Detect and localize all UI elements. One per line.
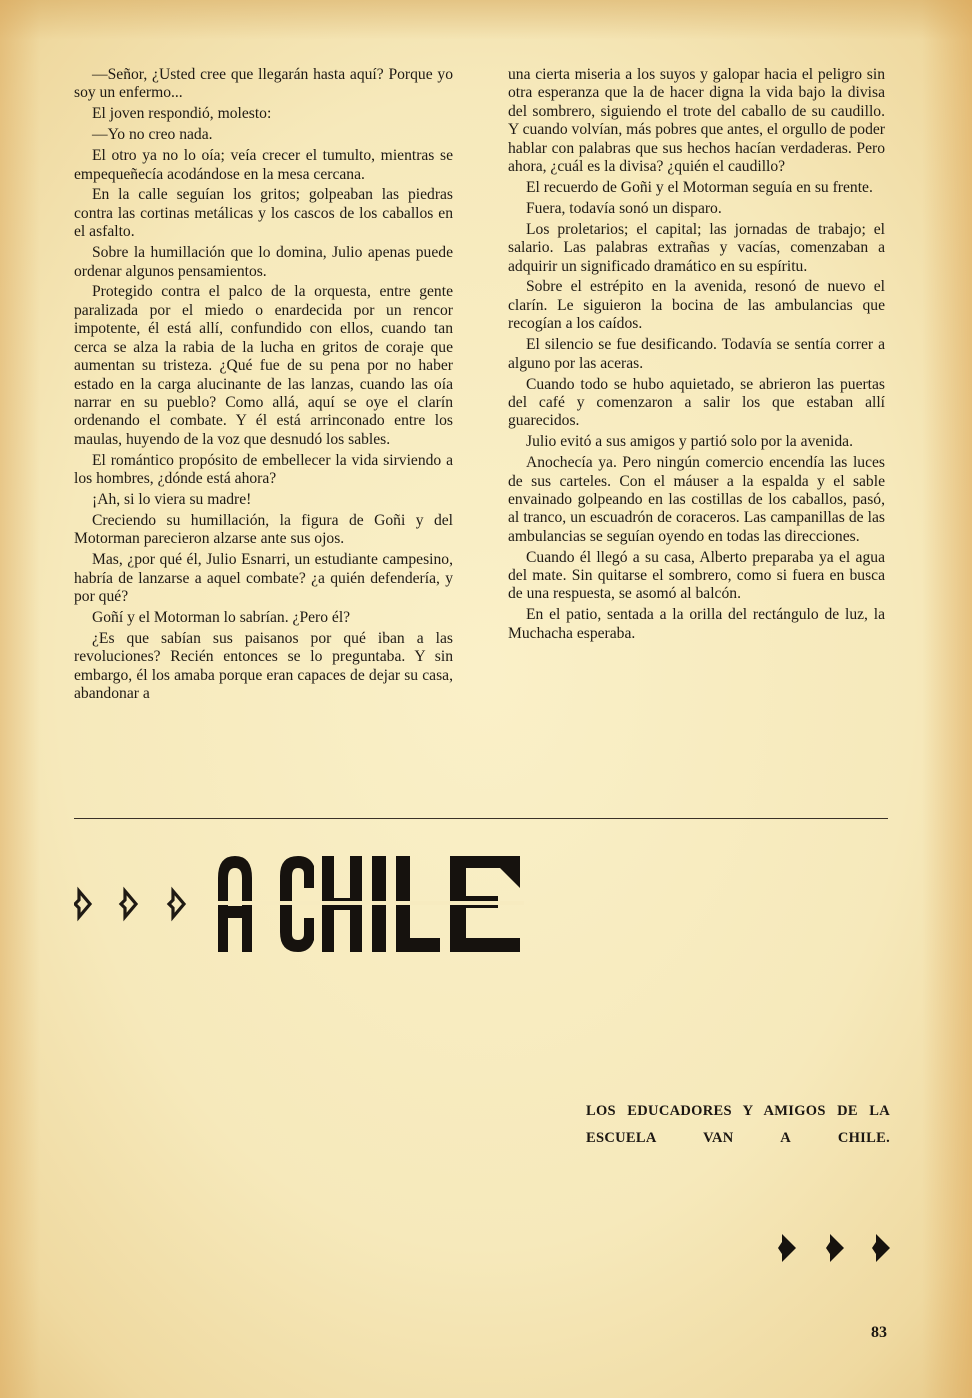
- paragraph: En la calle seguían los gritos; golpeaban las piedras contra las cortinas metálicas y los cascos de los caballos en el asfalto.: [74, 186, 453, 241]
- paragraph: Sobre el estrépito en la avenida, resonó de nuevo el clarín. Le siguieron la bocina de las ambulancias que recogían a los caídos.: [508, 278, 885, 333]
- outline-arrow-icon: [169, 891, 184, 917]
- paragraph: El recuerdo de Goñi y el Motorman seguía en su frente.: [526, 178, 873, 196]
- text-column-right: [508, 66, 885, 646]
- paragraph: Protegido contra el palco de la orquesta, entre gente paralizada por el miedo o enardecida por un rencor impotente, él está allí, confundido con ellos, cuando tan cerca se alza la rabia de la lucha en gritos de coraje que aumentan su tristeza. ¿Qué fue de su pena por no haber estado en la carga alucinante de las lanzas, cuando las oía narrar en su pueblo? Como allá, aquí se oye el clarín ordenando el combate. Y él está arrinconado entre los maulas, huyendo de la voz que desnudó los sables.: [74, 283, 453, 448]
- outline-arrow-icons: [74, 884, 194, 924]
- paragraph: El silencio se fue desificando. Todavía se sentía correr a alguno por las aceras.: [508, 336, 885, 372]
- page-number: 83: [871, 1324, 887, 1341]
- paragraph: Sobre la humillación que lo domina, Julio apenas puede ordenar algunos pensamientos.: [74, 244, 453, 280]
- solid-arrow-icon: [778, 1234, 796, 1262]
- paragraph: Cuando todo se hubo aquietado, se abrieron las puertas del café y comenzaron a salir los que estaban allí guarecidos.: [508, 375, 885, 430]
- solid-arrow-icon: [826, 1234, 844, 1262]
- paragraph: El joven respondió, molesto:: [92, 105, 272, 123]
- outline-arrow-icon: [121, 891, 136, 917]
- solid-arrow-icons: [776, 1230, 892, 1266]
- paragraph-continued: una cierta miseria a los suyos y galopar hacia el peligro sin otra esperanza que la de hacer digna la vida bajo la divisa del sombrero, siguiendo el trote del caballo de su caudillo. Y cuando volvían, más pobres que antes, el orgullo de poder hablar con palabras que sus hechos hacían verdaderas. Pero ahora, ¿cuál es la divisa? ¿quién el caudillo?: [508, 66, 885, 176]
- headline-a-chile: [214, 848, 524, 958]
- paragraph: Fuera, todavía sonó un disparo.: [526, 199, 722, 217]
- paragraph: Goñí y el Motorman lo sabrían. ¿Pero él?: [92, 608, 351, 626]
- paper-edge-right: [922, 0, 972, 1398]
- paragraph: Los proletarios; el capital; las jornadas de trabajo; el salario. Las palabras extrañas y vacías, comenzaban a adquirir un significado dramático en su espíritu.: [508, 220, 885, 275]
- paragraph: —Señor, ¿Usted cree que llegarán hasta aquí? Porque yo soy un enfermo...: [74, 66, 453, 102]
- outline-arrow-icon: [75, 891, 90, 917]
- paragraph: Mas, ¿por qué él, Julio Esnarri, un estudiante campesino, habría de lanzarse a aquel combate? ¿a quién defendería, y por qué?: [74, 551, 453, 605]
- paragraph: Anochecía ya. Pero ningún comercio encendía las luces de sus carteles. Con el máuser a la espalda y el sable envainado golpeando en las costillas de los caballos, pasó, al tranco, un escuadrón de coraceros. Las campanillas de las ambulancias se seguían oyendo en todas las direcciones.: [508, 454, 885, 545]
- paragraph: —Yo no creo nada.: [92, 126, 213, 144]
- paragraph: Creciendo su humillación, la figura de Goñi y del Motorman parecieron alzarse ante sus ojos.: [74, 511, 453, 548]
- paragraph: ¿Es que sabían sus paisanos por qué iban a las revoluciones? Recién entonces se lo preguntaba. Y sin embargo, él los amaba porque eran capaces de dejar su casa, abandonar a: [74, 629, 453, 702]
- paragraph: El otro ya no lo oía; veía crecer el tumulto, mientras se empequeñecía acodándose en la mesa cercana.: [74, 147, 453, 183]
- caption-text: LOS EDUCADORES Y AMIGOS DE LA ESCUELA VAN A CHILE.: [586, 1103, 890, 1146]
- paper-edge-top: [0, 0, 972, 40]
- paragraph: Cuando él llegó a su casa, Alberto preparaba ya el agua del mate. Sin quitarse el sombrero, como si fuera en busca de una respuesta, se asomó al balcón.: [508, 548, 885, 603]
- headline-band: [214, 901, 524, 905]
- paragraph: Julio evitó a sus amigos y partió solo por la avenida.: [526, 433, 853, 451]
- text-column-left: [74, 66, 453, 706]
- paragraph: El romántico propósito de embellecer la vida sirviendo a los hombres, ¿dónde está ahora?: [74, 451, 453, 488]
- paragraph: ¡Ah, si lo viera su madre!: [92, 490, 252, 508]
- horizontal-rule: [74, 818, 888, 819]
- solid-arrow-icon: [872, 1234, 890, 1262]
- paper-edge-left: [0, 0, 40, 1398]
- paragraph: En el patio, sentada a la orilla del rectángulo de luz, la Muchacha esperaba.: [508, 606, 885, 642]
